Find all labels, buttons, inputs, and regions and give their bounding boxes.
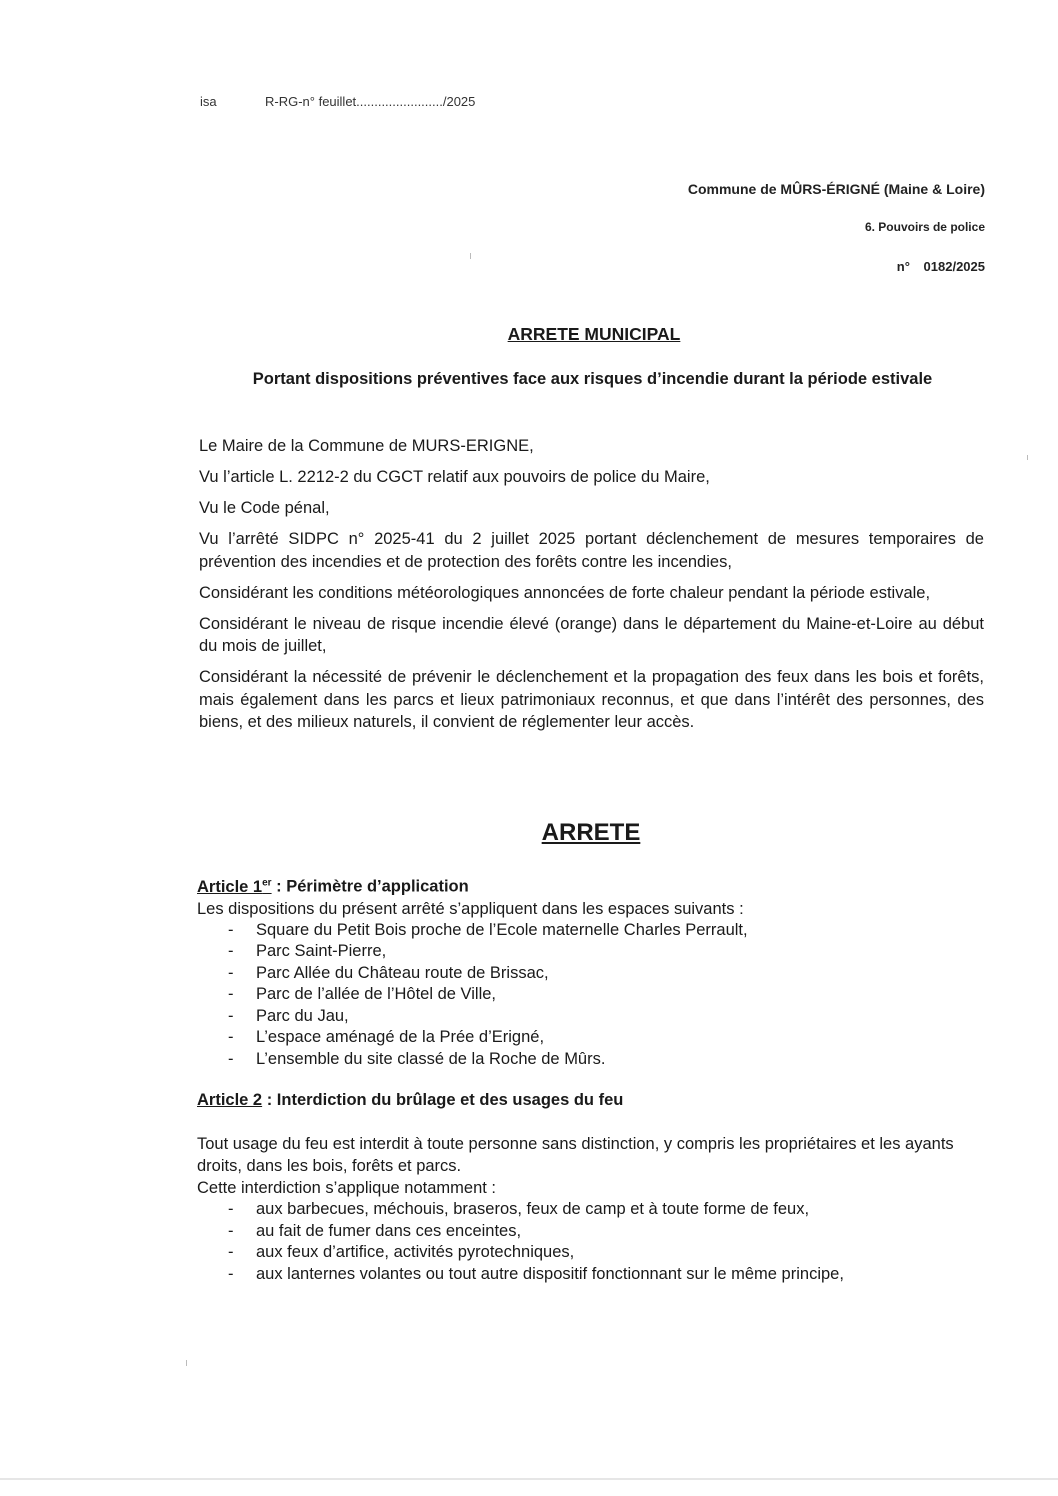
list-item: - L’ensemble du site classé de la Roche de Mûrs. bbox=[228, 1049, 987, 1071]
reference-sheet: R-RG-n° feuillet......................../2025 bbox=[265, 94, 476, 109]
preamble bbox=[199, 435, 984, 742]
scan-edge-line bbox=[0, 1478, 1058, 1480]
article-2-paragraph: Tout usage du feu est interdit à toute personne sans distinction, y compris les propriétaires et les ayants droits, dans les bois, forêts et parcs. bbox=[197, 1135, 954, 1175]
article-2-title: : Interdiction du brûlage et des usages du feu bbox=[262, 1091, 624, 1109]
list-item: - Parc Saint-Pierre, bbox=[228, 941, 987, 963]
list-item: - aux lanternes volantes ou tout autre dispositif fonctionnant sur le même principe, bbox=[228, 1264, 987, 1286]
preamble-paragraph: Considérant le niveau de risque incendie élevé (orange) dans le département du Maine-et-Loire au début du mois de juillet, bbox=[199, 614, 984, 655]
scan-speck bbox=[1027, 455, 1028, 460]
article-1-number bbox=[197, 878, 272, 896]
reference-initials: isa bbox=[200, 94, 217, 109]
article-1-intro: Les dispositions du présent arrêté s’appliquent dans les espaces suivants : bbox=[197, 899, 744, 918]
preamble-paragraph: Le Maire de la Commune de MURS-ERIGNE, bbox=[199, 437, 534, 455]
scan-speck bbox=[186, 1360, 187, 1366]
article-1-label: Article 1 bbox=[197, 877, 263, 896]
article-2 bbox=[197, 1089, 987, 1285]
list-item: - Parc du Jau, bbox=[228, 1006, 987, 1028]
arrete-heading: ARRETE bbox=[541, 819, 641, 846]
preamble-paragraph: Considérant les conditions météorologiques annoncées de forte chaleur pendant la période estivale, bbox=[199, 583, 931, 602]
list-item: - L’espace aménagé de la Prée d’Erigné, bbox=[228, 1027, 987, 1049]
list-item: - aux barbecues, méchouis, braseros, feux de camp et à toute forme de feux, bbox=[228, 1199, 987, 1221]
scan-speck bbox=[470, 253, 471, 259]
article-1 bbox=[197, 872, 987, 1070]
preamble-paragraph: Vu l’article L. 2212-2 du CGCT relatif aux pouvoirs de police du Maire, bbox=[199, 468, 710, 486]
article-2-label: Article 2 bbox=[197, 1091, 263, 1109]
list-item: - au fait de fumer dans ces enceintes, bbox=[228, 1221, 987, 1243]
preamble-paragraph: Considérant la nécessité de prévenir le déclenchement et la propagation des feux dans les bois et forêts, mais également dans les parcs et lieux patrimoniaux reconnus, et que dans l’intérêt des personnes, des biens, et des milieux naturels, il convient de réglementer leur accès. bbox=[199, 668, 984, 731]
document-subtitle: Portant dispositions préventives face aux risques d’incendie durant la période estivale bbox=[252, 370, 933, 388]
article-1-superscript: er bbox=[262, 877, 272, 888]
list-item: - Parc Allée du Château route de Brissac, bbox=[228, 963, 987, 985]
article-2-heading bbox=[197, 1089, 987, 1111]
article-1-heading bbox=[197, 872, 987, 898]
article-1-title: : Périmètre d’application bbox=[271, 877, 469, 896]
list-item: - aux feux d’artifice, activités pyrotechniques, bbox=[228, 1242, 987, 1264]
article-2-intro: Cette interdiction s’applique notamment : bbox=[197, 1179, 496, 1197]
preamble-paragraph: Vu le Code pénal, bbox=[199, 499, 330, 517]
category-label: 6. Pouvoirs de police bbox=[864, 220, 985, 234]
list-item: - Parc de l’allée de l’Hôtel de Ville, bbox=[228, 984, 987, 1006]
list-item: - Square du Petit Bois proche de l’Ecole maternelle Charles Perrault, bbox=[228, 920, 987, 942]
preamble-paragraph: Vu l’arrêté SIDPC n° 2025-41 du 2 juillet 2025 portant déclenchement de mesures temporaires de prévention des incendies et de protection des forêts contre les incendies, bbox=[199, 530, 984, 571]
article-1-list bbox=[197, 920, 987, 1071]
decree-number: n° 0182/2025 bbox=[896, 259, 985, 274]
commune-header: Commune de MÛRS-ÉRIGNÉ (Maine & Loire) bbox=[687, 181, 985, 197]
document-title: ARRETE MUNICIPAL bbox=[507, 324, 681, 344]
article-2-list bbox=[197, 1199, 987, 1285]
